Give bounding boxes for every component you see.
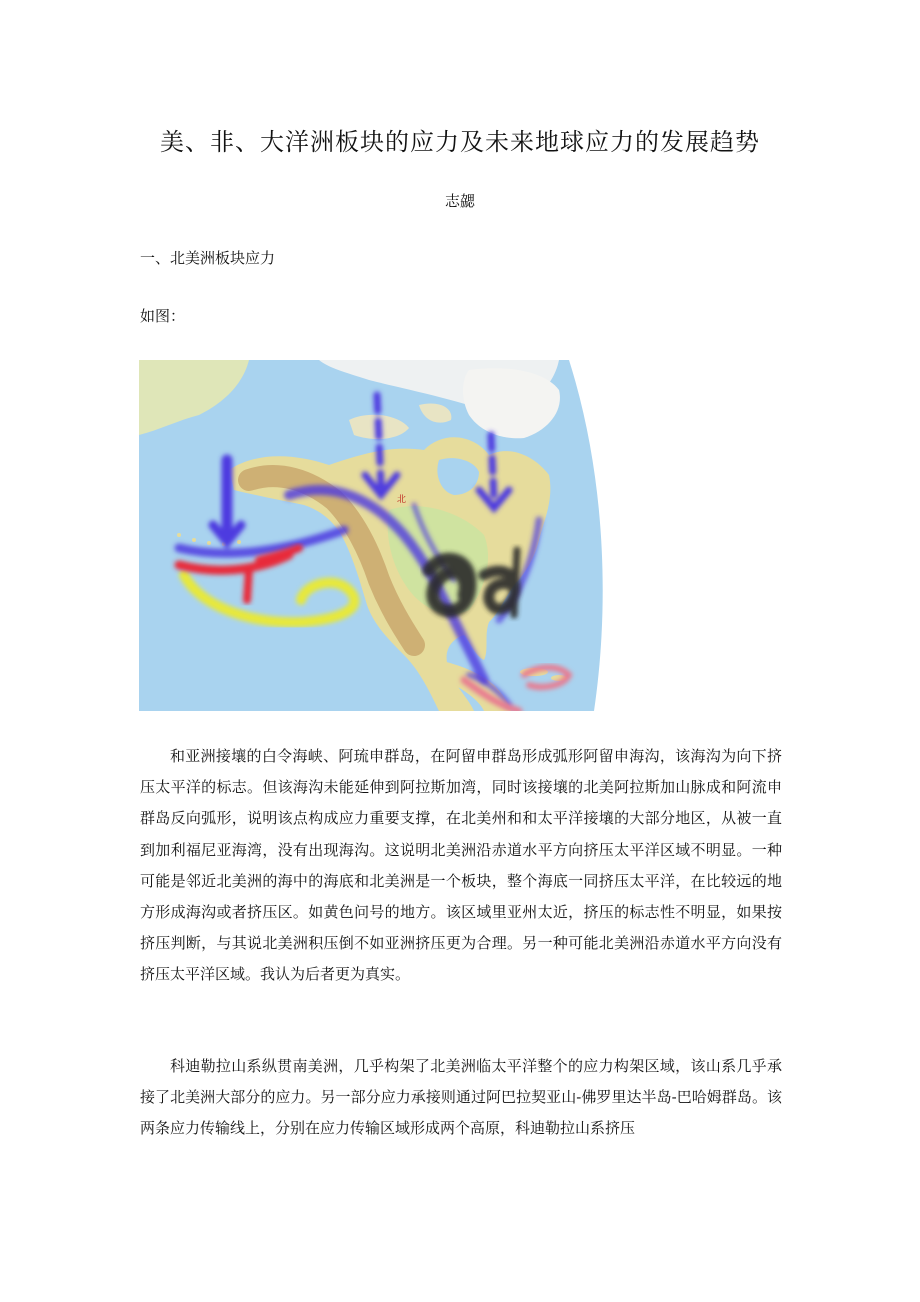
paragraph-2: 科迪勒拉山系纵贯南美洲，几乎构架了北美洲临太平洋整个的应力构架区域，该山系几乎承接了北美洲大部分的应力。另一部分应力承接则通过阿巴拉契亚山-佛罗里达半岛-巴哈姆群岛。该两条应力传输线上，分别在应力传输区域形成两个高原，科迪勒拉山系挤压 [140, 1057, 782, 1138]
annotated-north-america-map [139, 360, 625, 711]
map-label-north: 北 [397, 495, 407, 505]
figure-intro: 如图： [140, 307, 186, 325]
section-heading: 一、北美洲板块应力 [140, 249, 276, 267]
paragraph-1: 和亚洲接壤的白令海峡、阿琉申群岛，在阿留申群岛形成弧形阿留申海沟，该海沟为向下挤压太平洋的标志。但该海沟未能延伸到阿拉斯加湾，同时该接壤的北美阿拉斯加山脉成和阿流申群岛反向弧形，说明该点构成应力重要支撑，在北美州和和太平洋接壤的大部分地区，从被一直到加利福尼亚海湾，没有出现海沟。这说明北美洲沿赤道水平方向挤压太平洋区域不明显。一种可能是邻近北美洲的海中的海底和北美洲是一个板块，整个海底一同挤压太平洋，在比较远的地方形成海沟或者挤压区。如黄色问号的地方。该区域里亚州太近，挤压的标志性不明显，如果按挤压判断，与其说北美洲积压倒不如亚洲挤压更为合理。另一种可能北美洲沿赤道水平方向没有挤压太平洋区域。我认为后者更为真实。 [140, 747, 782, 984]
document-title: 美、非、大洋洲板块的应力及未来地球应力的发展趋势 [160, 128, 760, 156]
author-name: 志勰 [444, 192, 475, 210]
